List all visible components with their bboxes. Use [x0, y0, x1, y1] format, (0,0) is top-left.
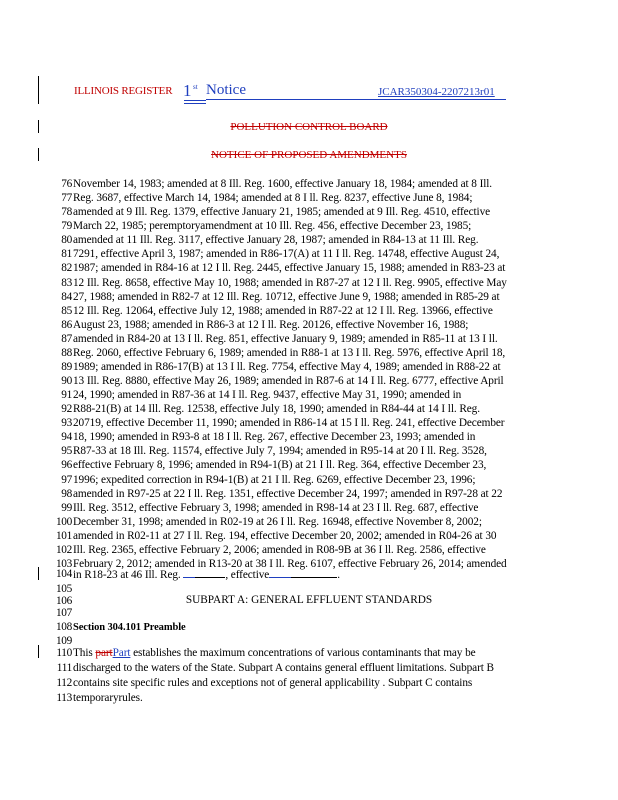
line-number: 106: [55, 595, 72, 607]
line-number: 81: [61, 248, 72, 261]
inserted-one: 1: [183, 81, 192, 100]
line-number: 78: [61, 206, 72, 219]
line-number: 108: [55, 621, 72, 633]
line-text: November 14, 1983; amended at 8 Ill. Reg. 1600, effective January 18, 1984; amended at 8 Ill.: [73, 178, 493, 190]
line-text: amended in R84-20 at 13 I ll. Reg. 851, effective January 9, 1989; amended in R85-11 at 13 I ll.: [73, 332, 498, 345]
line-text: 1996; expedited correction in R94-1(B) at 21 I ll. Reg. 6269, effective December 23, 1996;: [73, 473, 476, 486]
inserted-st: st: [193, 83, 198, 91]
line-number: 95: [61, 445, 72, 458]
change-bar: [38, 76, 39, 104]
line-number: 103: [55, 557, 72, 570]
line-text: contains site specific rules and exceptions not of general applicability . Subpart C contains: [73, 677, 473, 689]
line-number: 87: [61, 332, 72, 345]
line-text: 12 Ill. Reg. 8658, effective May 10, 1988; amended in R87-27 at 12 I ll. Reg. 9905, effective May: [73, 276, 507, 289]
line-text: temporaryrules.: [73, 692, 143, 704]
line-number: 88: [61, 346, 72, 359]
line-text: 13 Ill. Reg. 8880, effective May 26, 1989; amended in R87-6 at 14 I ll. Reg. 6777, effective April: [73, 375, 504, 387]
line-text: December 31, 1998; amended in R02-19 at 26 I ll. Reg. 16948, effective November 8, 2002;: [73, 515, 482, 528]
line-number: 96: [61, 459, 72, 472]
line-text: Reg. 3687, effective March 14, 1984; amended at 8 I ll. Reg. 8237, effective June 8, 1984;: [73, 192, 473, 205]
line-number: 76: [61, 178, 72, 190]
line-number: 91: [61, 389, 72, 402]
line-number: 98: [61, 487, 72, 500]
line-text: 1987; amended in R84-16 at 12 I ll. Reg. 2445, effective January 15, 1988; amended in R83-23 at: [73, 262, 506, 275]
line-text: 20719, effective December 11, 1990; amended in R86-14 at 15 I ll. Reg. 241, effective December: [73, 417, 505, 430]
line-text: Ill. Reg. 2365, effective February 2, 2006; amended in R08-9B at 36 I ll. Reg. 2586, effective: [73, 543, 486, 556]
line-text: amended at 11 Ill. Reg. 3117, effective January 28, 1987; amended in R84-13 at 11 Ill. Reg.: [73, 234, 479, 247]
line-number: 89: [61, 360, 72, 373]
insert-double-underline: [184, 100, 206, 101]
line-number: 111: [56, 662, 72, 674]
jcar-id: JCAR350304-2207213r01: [378, 86, 495, 98]
line-text: amended in R97-25 at 22 I ll. Reg. 1351, effective December 24, 1997; amended in R97-28 at 22: [73, 487, 503, 500]
deleted-text: part: [95, 647, 113, 659]
line-text: March 22, 1985; peremptoryamendment at 10 Ill. Reg. 456, effective December 23, 1985;: [73, 220, 472, 233]
line-text: effective February 8, 1996; amended in R94-1(B) at 21 I ll. Reg. 364, effective December 23,: [73, 459, 487, 472]
line-text: R87-33 at 18 Ill. Reg. 11574, effective July 7, 1994; amended in R95-14 at 20 I ll. Reg. 3528,: [73, 445, 487, 458]
line-number: 92: [61, 403, 72, 416]
deleted-notice-heading: NOTICE OF PROPOSED AMENDMENTS: [211, 149, 407, 161]
line-text: R88-21(B) at 14 Ill. Reg. 12538, effective July 18, 1990; amended in R84-44 at 14 I ll. Reg.: [73, 403, 480, 416]
deleted-board-heading: POLLUTION CONTROL BOARD: [230, 121, 388, 133]
blank: [195, 567, 225, 578]
illinois-register-label: ILLINOIS REGISTER: [74, 85, 173, 97]
line-number: 84: [61, 290, 72, 303]
line-number: 86: [61, 318, 72, 331]
insert-double-underline: [184, 103, 206, 104]
section-heading: Section 304.101 Preamble: [73, 622, 186, 633]
line-text: 12 Ill. Reg. 12064, effective July 12, 1988; amended in R87-22 at 12 I ll. Reg. 13966, effective: [73, 304, 493, 317]
line-text: Ill. Reg. 3512, effective February 3, 1998; amended in R98-14 at 23 I ll. Reg. 687, effective: [73, 501, 479, 514]
line-text: amended at 9 Ill. Reg. 1379, effective January 21, 1985; amended at 9 Ill. Reg. 4510, effective: [73, 206, 491, 219]
line-text: Reg. 2060, effective February 6, 1989; amended in R88-1 at 13 I ll. Reg. 5976, effective April 18,: [73, 346, 506, 359]
line-number: 105: [55, 583, 72, 595]
line-number: 90: [61, 375, 72, 387]
inserted-notice: Notice: [206, 82, 246, 98]
line-number: 101: [55, 529, 72, 542]
line-text: 27, 1988; amended in R82-7 at 12 Ill. Reg. 10712, effective June 9, 1988; amended in R85-29 at: [73, 290, 500, 303]
line-number: 77: [61, 192, 72, 205]
line-text: amended in R02-11 at 27 I ll. Reg. 194, effective December 20, 2002; amended in R04-26 at 30: [73, 529, 497, 542]
line-number: 99: [61, 501, 72, 514]
blank: [291, 567, 337, 578]
change-bar: [38, 567, 39, 580]
subpart-heading: SUBPART A: GENERAL EFFLUENT STANDARDS: [185, 594, 433, 606]
line-number: 110: [56, 647, 72, 659]
line-text: 18, 1990; amended in R93-8 at 18 I ll. Reg. 267, effective December 23, 1993; amended in: [73, 431, 476, 444]
line-text: discharged to the waters of the State. Subpart A contains general effluent limitations. Subpart B: [73, 662, 494, 674]
line-number: 109: [55, 635, 72, 647]
line-number: 82: [61, 262, 72, 275]
line-number: 85: [61, 304, 72, 317]
line-text: 7291, effective April 3, 1987; amended in R86-17(A) at 11 I ll. Reg. 14748, effective August 24,: [73, 248, 500, 261]
inserted-blank: [269, 567, 291, 578]
line-text: 1989; amended in R86-17(B) at 13 I ll. Reg. 7754, effective May 4, 1989; amended in R88-22 at: [73, 360, 501, 373]
line-text: This partPart establishes the maximum concentrations of various contaminants that may be: [73, 647, 476, 659]
line-number: 97: [61, 473, 72, 486]
header-underline: [206, 99, 506, 100]
line-number: 94: [61, 431, 72, 444]
inserted-blank: [183, 567, 195, 578]
line-text: February 2, 2012; amended in R13-20 at 38 I ll. Reg. 6107, effective February 26, 2014; amended: [73, 557, 507, 570]
line-text: August 23, 1988; amended in R86-3 at 12 I ll. Reg. 20126, effective November 16, 1988;: [73, 318, 469, 331]
line-number: 80: [61, 234, 72, 247]
inserted-text: Part: [112, 647, 131, 659]
line-text: in R18-23 at 46 Ill. Reg. , effective .: [73, 569, 340, 581]
line-text: 24, 1990; amended in R87-36 at 14 I ll. Reg. 9437, effective May 31, 1990; amended in: [73, 389, 462, 402]
line-number: 107: [55, 607, 72, 619]
line-number: 112: [56, 677, 72, 689]
line-number: 83: [61, 276, 72, 289]
line-number: 104: [55, 568, 72, 580]
line-number: 100: [55, 515, 72, 528]
change-bar: [38, 645, 39, 658]
line-number: 102: [55, 543, 72, 556]
line-number: 93: [61, 417, 72, 430]
line-number: 113: [56, 692, 72, 704]
line-number: 79: [61, 220, 72, 233]
